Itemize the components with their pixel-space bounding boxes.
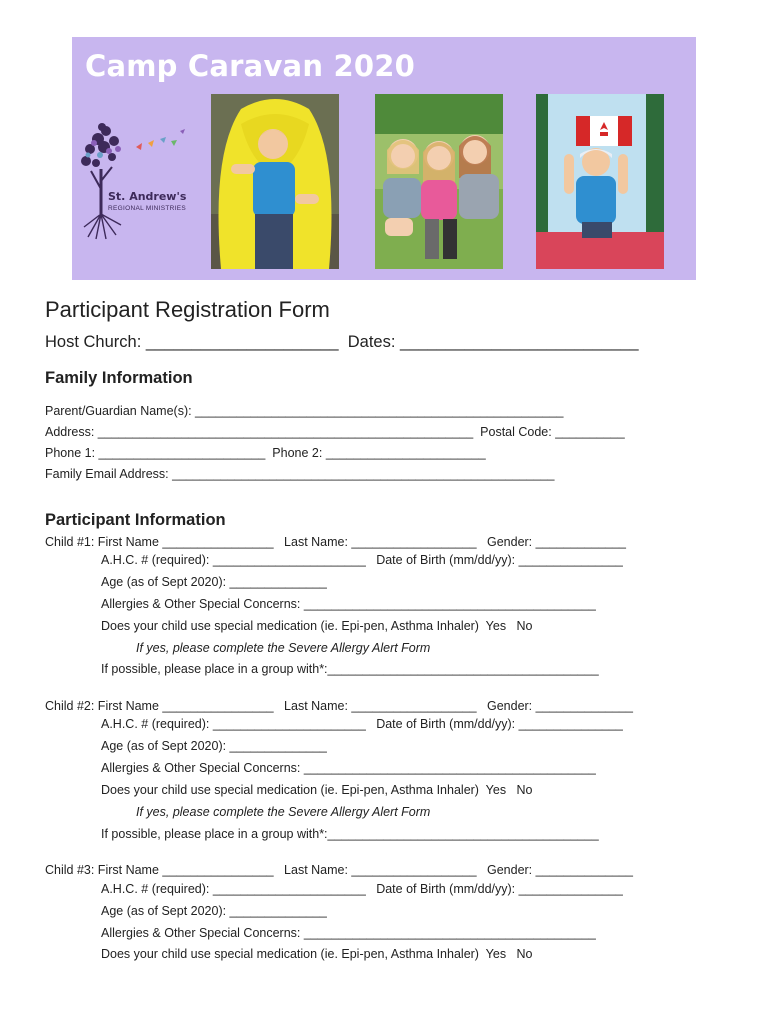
participant-information-heading: Participant Information bbox=[45, 511, 226, 529]
child1-ahc-dob-line[interactable]: A.H.C. # (required): ______________________ Date of Birth (mm/dd/yy): _______________ bbox=[101, 553, 623, 567]
form-title: Participant Registration Form bbox=[45, 297, 330, 322]
photo-child-in-bean-bag bbox=[211, 94, 339, 269]
child2-ahc-dob-line[interactable]: A.H.C. # (required): ______________________ Date of Birth (mm/dd/yy): _______________ bbox=[101, 717, 623, 731]
st-andrews-logo bbox=[76, 119, 208, 249]
child1-age-line[interactable]: Age (as of Sept 2020): ______________ bbox=[101, 575, 327, 589]
child3-medication-line[interactable]: Does your child use special medication (ie. Epi-pen, Asthma Inhaler) Yes No bbox=[101, 947, 533, 961]
address-postal-field[interactable]: Address: ______________________________________________________ Postal Code: __________ bbox=[45, 425, 625, 439]
child3-name-line[interactable]: Child #3: First Name ________________ Last Name: __________________ Gender: ______________ bbox=[45, 863, 633, 877]
family-information-heading: Family Information bbox=[45, 369, 193, 387]
guardian-name-field[interactable]: Parent/Guardian Name(s): _____________________________________________________ bbox=[45, 404, 564, 418]
child2-name-line[interactable]: Child #2: First Name ________________ Last Name: __________________ Gender: ______________ bbox=[45, 699, 633, 713]
banner bbox=[72, 37, 696, 280]
logo-subtitle: REGIONAL MINISTRIES bbox=[108, 205, 187, 212]
child3-age-line[interactable]: Age (as of Sept 2020): ______________ bbox=[101, 904, 327, 918]
host-church-dates-line: Host Church: _____________________ Dates: __________________________ bbox=[45, 333, 639, 351]
tree-icon bbox=[76, 119, 208, 249]
family-email-field[interactable]: Family Email Address: _______________________________________________________ bbox=[45, 467, 555, 481]
child2-severe-allergy-note: If yes, please complete the Severe Allergy Alert Form bbox=[136, 805, 431, 819]
child3-ahc-dob-line[interactable]: A.H.C. # (required): ______________________ Date of Birth (mm/dd/yy): _______________ bbox=[101, 882, 623, 896]
child1-medication-line[interactable]: Does your child use special medication (ie. Epi-pen, Asthma Inhaler) Yes No bbox=[101, 619, 533, 633]
child1-name-line[interactable]: Child #1: First Name ________________ Last Name: __________________ Gender: _____________ bbox=[45, 535, 626, 549]
photo-three-girls bbox=[375, 94, 503, 269]
banner-title: Camp Caravan 2020 bbox=[85, 49, 415, 83]
child1-severe-allergy-note: If yes, please complete the Severe Allergy Alert Form bbox=[136, 641, 431, 655]
logo-name: St. Andrew's bbox=[108, 190, 187, 203]
child1-group-line[interactable]: If possible, please place in a group with*:_______________________________________ bbox=[101, 662, 599, 676]
child2-age-line[interactable]: Age (as of Sept 2020): ______________ bbox=[101, 739, 327, 753]
phone-fields[interactable]: Phone 1: ________________________ Phone 2: _______________________ bbox=[45, 446, 486, 460]
child1-allergies-line[interactable]: Allergies & Other Special Concerns: __________________________________________ bbox=[101, 597, 596, 611]
child2-group-line[interactable]: If possible, please place in a group with*:_______________________________________ bbox=[101, 827, 599, 841]
photo-boy-with-flag bbox=[536, 94, 664, 269]
child2-allergies-line[interactable]: Allergies & Other Special Concerns: __________________________________________ bbox=[101, 761, 596, 775]
child3-allergies-line[interactable]: Allergies & Other Special Concerns: __________________________________________ bbox=[101, 926, 596, 940]
child2-medication-line[interactable]: Does your child use special medication (ie. Epi-pen, Asthma Inhaler) Yes No bbox=[101, 783, 533, 797]
